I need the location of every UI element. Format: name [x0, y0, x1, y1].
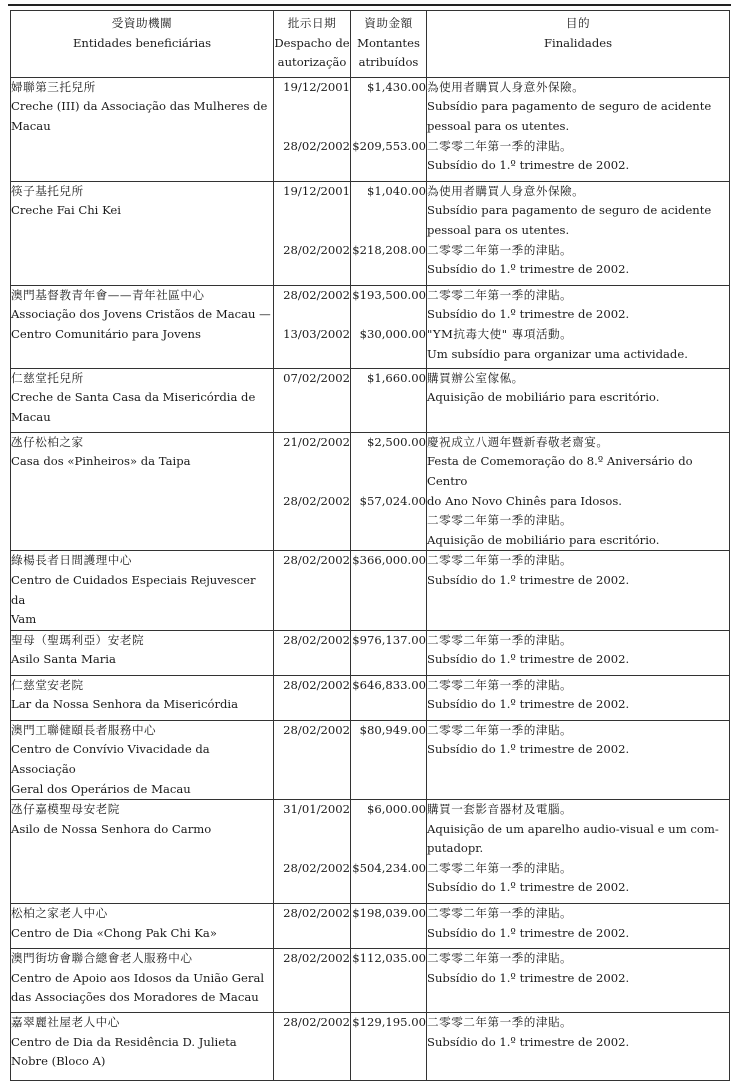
- purpose-cell: [427, 949, 730, 1013]
- spacer: [274, 97, 350, 117]
- spacer: [274, 839, 350, 859]
- entity-cell: [11, 432, 274, 551]
- header-date-zh: 批示日期: [287, 16, 337, 30]
- header-entities-pt: Entidades beneficiárias: [72, 35, 212, 50]
- grant-amount: $1,040.00: [366, 183, 426, 198]
- entity-cell: [11, 77, 274, 181]
- table-row: [11, 1013, 730, 1081]
- spacer: [274, 117, 350, 137]
- amount-cell: [351, 432, 427, 551]
- entity-name-pt: Nobre (Bloco A): [11, 1054, 106, 1069]
- amount-cell: [351, 949, 427, 1013]
- grant-amount: $1,660.00: [366, 370, 426, 385]
- entity-name-pt: Centro de Cuidados Especiais Rejuvescer da: [11, 572, 256, 607]
- header-date-pt1: Despacho de: [274, 35, 350, 50]
- purpose-cell: [427, 181, 730, 285]
- grant-amount: $646,833.00: [352, 677, 426, 692]
- entity-name-pt: Creche (III) da Associação das Mulheres de: [11, 99, 268, 114]
- grant-date: 07/02/2002: [283, 370, 350, 385]
- table-header: [11, 11, 730, 78]
- entity-name-zh: 筷子基托兒所: [11, 183, 84, 198]
- date-cell: [274, 949, 351, 1013]
- purpose-pt: Subsídio para pagamento de seguro de acidente: [427, 99, 712, 114]
- grant-amount: $30,000.00: [359, 326, 426, 341]
- header-purpose: [427, 11, 730, 78]
- purpose-zh: 二零零二年第一季的津貼。: [427, 287, 573, 302]
- grant-date: 28/02/2002: [283, 138, 350, 153]
- table-row: [11, 904, 730, 949]
- purpose-cell: [427, 800, 730, 904]
- date-cell: [274, 675, 351, 720]
- spacer: [351, 452, 426, 472]
- purpose-pt: Subsídio do 1.º trimestre de 2002.: [427, 572, 630, 587]
- table-row: [11, 368, 730, 432]
- header-entities-zh: 受資助機關: [111, 16, 173, 30]
- purpose-pt: Subsídio do 1.º trimestre de 2002.: [427, 742, 630, 757]
- purpose-pt: Subsídio do 1.º trimestre de 2002.: [427, 925, 630, 940]
- purpose-zh: 慶祝成立八週年暨新春敬老齋宴。: [427, 434, 609, 449]
- entity-name-pt: Asilo Santa Maria: [11, 652, 116, 667]
- grant-amount: $218,208.00: [352, 242, 426, 257]
- table-row: [11, 800, 730, 904]
- purpose-zh: 二零零二年第一季的津貼。: [427, 242, 573, 257]
- spacer: [274, 820, 350, 840]
- grant-amount: $504,234.00: [352, 860, 426, 875]
- spacer: [274, 472, 350, 492]
- entity-cell: [11, 181, 274, 285]
- entity-name-zh: 仁慈堂安老院: [11, 677, 84, 692]
- spacer: [351, 117, 426, 137]
- entity-name-zh: 婦聯第三托兒所: [11, 79, 96, 94]
- date-cell: [274, 432, 351, 551]
- purpose-zh: 二零零二年第一季的津貼。: [427, 951, 573, 966]
- purpose-pt: Subsídio do 1.º trimestre de 2002.: [427, 697, 630, 712]
- purpose-pt: Subsídio do 1.º trimestre de 2002.: [427, 307, 630, 322]
- grant-date: 13/03/2002: [283, 326, 350, 341]
- date-cell: [274, 720, 351, 799]
- spacer: [274, 452, 350, 472]
- grant-amount: $129,195.00: [352, 1015, 426, 1030]
- date-cell: [274, 1013, 351, 1081]
- entity-cell: [11, 630, 274, 675]
- grant-date: 19/12/2001: [283, 183, 350, 198]
- purpose-zh: 二零零二年第一季的津貼。: [427, 138, 573, 153]
- spacer: [274, 201, 350, 221]
- entity-name-pt: Centro de Dia «Chong Pak Chi Ka»: [11, 925, 217, 940]
- entity-name-pt: Casa dos «Pinheiros» da Taipa: [11, 454, 191, 469]
- entity-name-pt: Creche de Santa Casa da Misericórdia de: [11, 390, 256, 405]
- grant-amount: $198,039.00: [352, 906, 426, 921]
- entity-name-zh: 澳門街坊會聯合總會老人服務中心: [11, 951, 193, 966]
- entity-cell: [11, 551, 274, 630]
- header-amount-zh: 資助金額: [364, 16, 413, 30]
- entity-name-pt: Associação dos Jovens Cristãos de Macau —: [11, 307, 271, 322]
- entity-cell: [11, 720, 274, 799]
- grant-date: 28/02/2002: [283, 860, 350, 875]
- header-amount-pt1: Montantes: [357, 35, 420, 50]
- purpose-pt: Subsídio do 1.º trimestre de 2002.: [427, 880, 630, 895]
- entity-name-pt: Macau: [11, 118, 51, 133]
- table-row: [11, 720, 730, 799]
- purpose-pt: pessoal para os utentes.: [427, 118, 570, 133]
- purpose-zh: 為使用者購買人身意外保險。: [427, 183, 585, 198]
- entity-name-pt: das Associações dos Moradores de Macau: [11, 990, 259, 1005]
- table-row: [11, 551, 730, 630]
- amount-cell: [351, 630, 427, 675]
- purpose-zh: 二零零二年第一季的津貼。: [427, 513, 573, 528]
- purpose-cell: [427, 675, 730, 720]
- purpose-zh: 二零零二年第一季的津貼。: [427, 553, 573, 568]
- purpose-cell: [427, 368, 730, 432]
- grant-amount: $112,035.00: [352, 951, 426, 966]
- grant-date: 28/02/2002: [283, 906, 350, 921]
- grant-date: 28/02/2002: [283, 553, 350, 568]
- grant-amount: $193,500.00: [352, 287, 426, 302]
- grant-amount: $2,500.00: [366, 434, 426, 449]
- entity-name-zh: 嘉翠麗社屋老人中心: [11, 1015, 120, 1030]
- table-row: [11, 181, 730, 285]
- table-row: [11, 432, 730, 551]
- header-date: [274, 11, 351, 78]
- entity-cell: [11, 800, 274, 904]
- spacer: [274, 305, 350, 325]
- spacer: [351, 97, 426, 117]
- spacer: [351, 820, 426, 840]
- entity-name-pt: Centro de Convívio Vivacidade da Associação: [11, 742, 210, 776]
- entity-name-zh: 氹仔嘉模聖母安老院: [11, 802, 120, 817]
- subsidy-table: [10, 10, 730, 1081]
- purpose-zh: "YM抗毒大使" 專項活動。: [427, 326, 573, 341]
- amount-cell: [351, 800, 427, 904]
- table-row: [11, 630, 730, 675]
- purpose-zh: 為使用者購買人身意外保險。: [427, 79, 585, 94]
- purpose-pt: Aquisição de mobiliário para escritório.: [427, 390, 660, 405]
- table-row: [11, 675, 730, 720]
- spacer: [274, 221, 350, 241]
- amount-cell: [351, 720, 427, 799]
- entity-name-zh: 澳門基督教青年會——青年社區中心: [11, 287, 205, 302]
- purpose-zh: 二零零二年第一季的津貼。: [427, 860, 573, 875]
- spacer: [351, 221, 426, 241]
- grant-date: 28/02/2002: [283, 1015, 350, 1030]
- entity-name-pt: Macau: [11, 409, 51, 424]
- date-cell: [274, 904, 351, 949]
- entity-name-zh: 松柏之家老人中心: [11, 906, 108, 921]
- table-row: [11, 285, 730, 368]
- grant-date: 19/12/2001: [283, 79, 350, 94]
- spacer: [351, 472, 426, 492]
- amount-cell: [351, 675, 427, 720]
- purpose-pt: Subsídio do 1.º trimestre de 2002.: [427, 158, 630, 173]
- entity-cell: [11, 1013, 274, 1081]
- amount-cell: [351, 181, 427, 285]
- purpose-pt: pessoal para os utentes.: [427, 222, 570, 237]
- entity-name-pt: Lar da Nossa Senhora da Misericórdia: [11, 697, 239, 712]
- date-cell: [274, 630, 351, 675]
- entity-name-zh: 綠楊長者日間護理中心: [11, 553, 132, 568]
- header-purpose-pt: Finalidades: [543, 35, 613, 50]
- date-cell: [274, 285, 351, 368]
- header-amount: [351, 11, 427, 78]
- grant-date: 31/01/2002: [283, 802, 350, 817]
- grant-date: 28/02/2002: [283, 722, 350, 737]
- date-cell: [274, 368, 351, 432]
- grant-date: 28/02/2002: [283, 951, 350, 966]
- amount-cell: [351, 285, 427, 368]
- entity-name-zh: 澳門工聯健頤長者服務中心: [11, 722, 157, 737]
- purpose-pt: Aquisição de um aparelho audio-visual e um com-: [427, 821, 719, 836]
- purpose-cell: [427, 904, 730, 949]
- purpose-pt: Aquisição de mobiliário para escritório.: [427, 532, 660, 547]
- date-cell: [274, 181, 351, 285]
- purpose-cell: [427, 630, 730, 675]
- amount-cell: [351, 551, 427, 630]
- spacer: [351, 839, 426, 859]
- purpose-pt: Subsídio do 1.º trimestre de 2002.: [427, 262, 630, 277]
- date-cell: [274, 800, 351, 904]
- top-rule: [8, 4, 731, 6]
- entity-cell: [11, 675, 274, 720]
- header-date-pt2: autorização: [277, 55, 347, 70]
- entity-name-pt: Centro de Apoio aos Idosos da União Geral: [11, 970, 265, 985]
- purpose-zh: 購買辦公室傢俬。: [427, 370, 524, 385]
- table-body: [11, 77, 730, 1080]
- purpose-pt: Subsídio do 1.º trimestre de 2002.: [427, 652, 630, 667]
- purpose-cell: [427, 285, 730, 368]
- grant-amount: $366,000.00: [352, 553, 426, 568]
- entity-name-zh: 仁慈堂托兒所: [11, 370, 84, 385]
- grant-date: 28/02/2002: [283, 287, 350, 302]
- entity-name-zh: 氹仔松柏之家: [11, 434, 84, 449]
- purpose-cell: [427, 77, 730, 181]
- purpose-cell: [427, 432, 730, 551]
- grant-amount: $80,949.00: [359, 722, 426, 737]
- entity-name-zh: 聖母（聖瑪利亞）安老院: [11, 632, 145, 647]
- purpose-cell: [427, 551, 730, 630]
- grant-amount: $976,137.00: [352, 632, 426, 647]
- grant-amount: $57,024.00: [359, 493, 426, 508]
- amount-cell: [351, 77, 427, 181]
- grant-date: 21/02/2002: [283, 434, 350, 449]
- purpose-pt: putadopr.: [427, 841, 484, 856]
- purpose-pt: Um subsídio para organizar uma actividade.: [427, 346, 688, 361]
- grant-amount: $209,553.00: [352, 138, 426, 153]
- entity-name-pt: Centro Comunitário para Jovens: [11, 326, 201, 341]
- purpose-zh: 購買一套影音器材及電腦。: [427, 802, 573, 817]
- header-entities: [11, 11, 274, 78]
- header-amount-pt2: atribuídos: [358, 55, 419, 70]
- date-cell: [274, 77, 351, 181]
- purpose-pt: Subsídio do 1.º trimestre de 2002.: [427, 970, 630, 985]
- entity-name-pt: Geral dos Operários de Macau: [11, 781, 191, 796]
- purpose-zh: 二零零二年第一季的津貼。: [427, 1015, 573, 1030]
- purpose-pt: Subsídio do 1.º trimestre de 2002.: [427, 1034, 630, 1049]
- date-cell: [274, 551, 351, 630]
- table-row: [11, 949, 730, 1013]
- purpose-pt: Festa de Comemoração do 8.º Aniversário do Centro: [427, 454, 693, 488]
- purpose-zh: 二零零二年第一季的津貼。: [427, 722, 573, 737]
- spacer: [351, 305, 426, 325]
- purpose-cell: [427, 720, 730, 799]
- entity-name-pt: Creche Fai Chi Kei: [11, 203, 121, 218]
- grant-date: 28/02/2002: [283, 242, 350, 257]
- grant-date: 28/02/2002: [283, 493, 350, 508]
- purpose-cell: [427, 1013, 730, 1081]
- purpose-zh: 二零零二年第一季的津貼。: [427, 632, 573, 647]
- grant-amount: $6,000.00: [366, 802, 426, 817]
- grant-amount: $1,430.00: [366, 79, 426, 94]
- grant-date: 28/02/2002: [283, 632, 350, 647]
- header-purpose-zh: 目的: [565, 16, 591, 30]
- amount-cell: [351, 1013, 427, 1081]
- entity-cell: [11, 949, 274, 1013]
- entity-cell: [11, 368, 274, 432]
- grant-date: 28/02/2002: [283, 677, 350, 692]
- entity-cell: [11, 285, 274, 368]
- amount-cell: [351, 904, 427, 949]
- spacer: [351, 201, 426, 221]
- purpose-zh: 二零零二年第一季的津貼。: [427, 906, 573, 921]
- entity-cell: [11, 904, 274, 949]
- entity-name-pt: Centro de Dia da Residência D. Julieta: [11, 1034, 237, 1049]
- entity-name-pt: Asilo de Nossa Senhora do Carmo: [11, 821, 212, 836]
- entity-name-pt: Vam: [11, 612, 37, 627]
- purpose-pt: Subsídio para pagamento de seguro de acidente: [427, 203, 712, 218]
- amount-cell: [351, 368, 427, 432]
- purpose-pt: do Ano Novo Chinês para Idosos.: [427, 493, 622, 508]
- purpose-zh: 二零零二年第一季的津貼。: [427, 677, 573, 692]
- table-row: [11, 77, 730, 181]
